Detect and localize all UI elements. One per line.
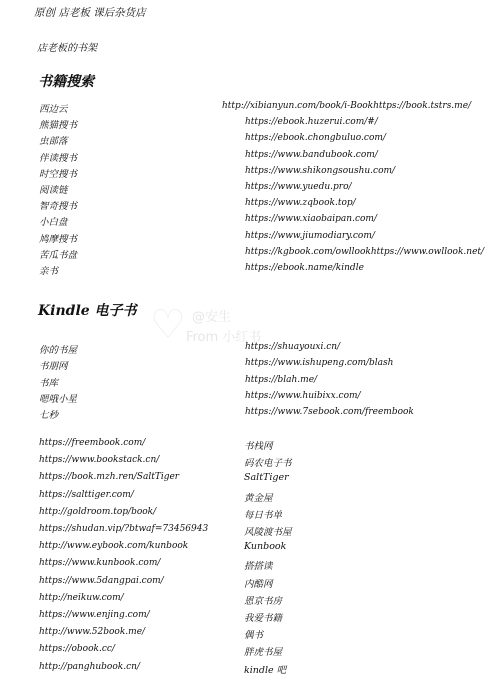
book-search-item-name: 苦瓜书盘 [39, 249, 78, 261]
resource-item-url[interactable]: https://www.5dangpai.com/ [39, 575, 164, 586]
resource-item-url[interactable]: https://freembook.com/ [39, 438, 146, 448]
resource-item-url[interactable]: https://www.kunbook.com/ [39, 558, 161, 569]
resource-item-url[interactable]: http://goldroom.top/book/ [39, 506, 157, 517]
watermark-line2: From 小红书 [186, 330, 262, 345]
book-search-item-name: 时空搜书 [39, 168, 78, 180]
kindle-item-name: 七秒 [39, 410, 59, 422]
book-search-item-url[interactable]: https://www.shikongsoushu.com/ [245, 165, 396, 176]
watermark-line1: @安生 [192, 310, 232, 325]
kindle-item-url[interactable]: https://blah.me/ [245, 374, 318, 385]
kindle-item-url[interactable]: https://www.7sebook.com/freembook [245, 407, 414, 418]
resource-item-name: 偶书 [244, 630, 264, 642]
kindle-item-url[interactable]: https://www.ishupeng.com/blash [245, 358, 394, 369]
kindle-item-name: 书库 [39, 377, 59, 389]
book-search-item-url[interactable]: https://www.yuedu.pro/ [245, 182, 352, 192]
book-search-item-name: 伴读搜书 [39, 152, 78, 164]
kindle-item-name: 你的书屋 [39, 345, 78, 356]
resource-item-url[interactable]: http://www.eybook.com/kunbook [39, 541, 189, 552]
resource-item-name: 内酷网 [244, 578, 273, 590]
resource-item-name: 胖虎书屋 [244, 647, 283, 659]
resource-item-name: 我爱书籍 [244, 613, 283, 624]
resource-item-name: 搭搭读 [244, 561, 273, 573]
book-search-item-url[interactable]: https://ebook.chongbuluo.com/ [245, 133, 386, 144]
book-search-item-url[interactable]: https://www.jiumodiary.com/ [245, 230, 375, 241]
book-search-item-name: 虫部落 [39, 136, 68, 148]
resource-item-url[interactable]: http://www.52book.me/ [39, 627, 146, 638]
resource-item-name: SaltTiger [244, 472, 289, 484]
resource-item-name: 码农电子书 [244, 458, 292, 470]
resource-item-url[interactable]: https://shudan.vip/?btwaf=73456943 [39, 524, 209, 534]
resource-item-url[interactable]: https://salttiger.com/ [39, 489, 134, 500]
kindle-item-url[interactable]: https://www.huibixx.com/ [245, 390, 361, 401]
heart-icon: ♡ [150, 302, 186, 348]
resource-item-url[interactable]: https://www.bookstack.cn/ [39, 455, 160, 466]
section-title-book-search: 书籍搜索 [38, 74, 94, 90]
resource-item-name: 黄金屋 [244, 492, 273, 504]
book-search-item-url[interactable]: https://www.bandubook.com/ [245, 149, 378, 160]
resource-item-url[interactable]: http://neikuw.com/ [39, 592, 124, 603]
book-search-item-url[interactable]: https://www.xiaobaipan.com/ [245, 214, 377, 225]
book-search-item-name: 智奇搜书 [39, 201, 78, 213]
book-search-item-url[interactable]: https://kgbook.com/owllookhttps://www.owllook.net/ [245, 246, 485, 257]
kindle-item-url[interactable]: https://shuayouxi.cn/ [245, 342, 341, 352]
book-search-item-name: 亲书 [39, 266, 59, 277]
kindle-item-name: 书朋网 [39, 361, 68, 373]
watermark [150, 302, 270, 352]
resource-item-name: 每日书单 [244, 509, 283, 521]
section-title-kindle: Kindle 电子书 [38, 303, 137, 319]
book-search-item-name: 西边云 [39, 104, 68, 115]
resource-item-name: 书栈网 [244, 441, 273, 452]
kindle-item-name: 嗯哦小星 [39, 393, 78, 405]
resource-item-name: 恩京书房 [244, 595, 283, 607]
book-search-item-url[interactable]: https://ebook.huzerui.com/#/ [245, 117, 378, 128]
resource-item-url[interactable]: https://book.mzh.ren/SaltTiger [39, 472, 180, 483]
page-header: 原创 店老板 课后杂货店 [34, 7, 146, 19]
resource-item-name: kindle 吧 [244, 664, 287, 676]
book-search-item-name: 小白盘 [39, 217, 68, 229]
resource-item-name: Kunbook [244, 541, 287, 553]
resource-item-url[interactable]: https://www.enjing.com/ [39, 610, 150, 620]
book-search-item-url[interactable]: https://www.zqbook.top/ [245, 198, 356, 209]
page-subtitle: 店老板的书架 [37, 43, 97, 54]
book-search-item-url[interactable]: https://ebook.name/kindle [245, 263, 364, 273]
resource-item-name: 风陵渡书屋 [244, 527, 292, 538]
resource-item-url[interactable]: https://obook.cc/ [39, 644, 115, 655]
book-search-item-name: 熊猫搜书 [39, 120, 78, 132]
book-search-item-name: 鸠摩搜书 [39, 233, 78, 245]
book-search-item-url[interactable]: http://xibianyun.com/book/i-Bookhttps://book.tstrs.me/ [222, 101, 472, 111]
resource-item-url[interactable]: http://panghubook.cn/ [39, 661, 140, 672]
book-search-item-name: 阅读链 [39, 185, 68, 196]
